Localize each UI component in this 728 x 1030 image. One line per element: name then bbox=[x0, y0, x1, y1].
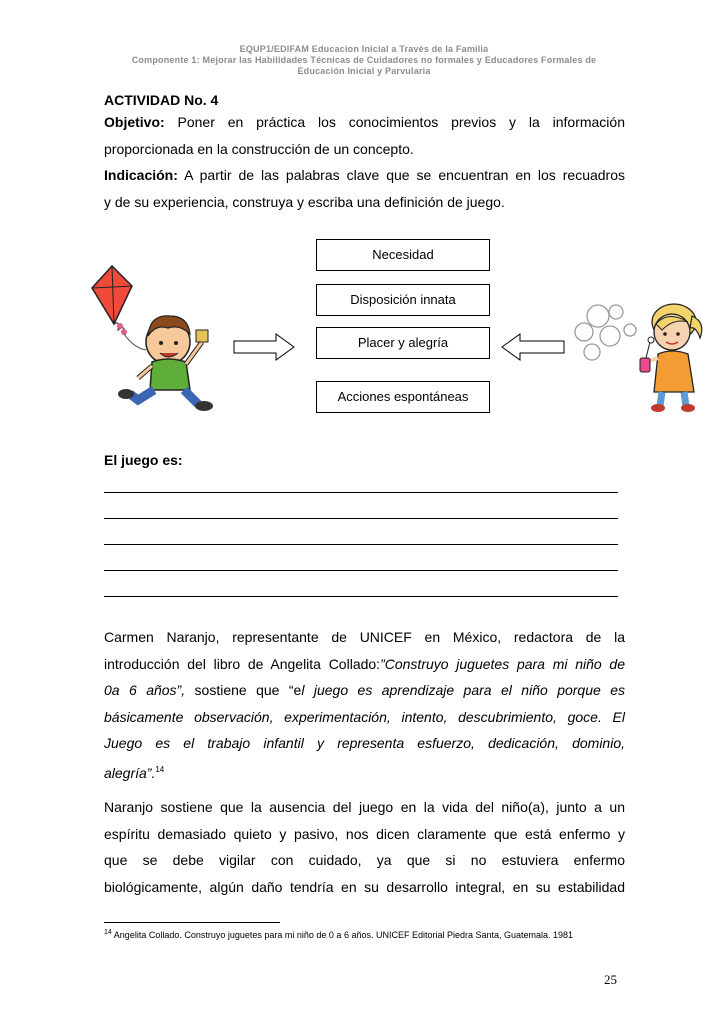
paragraph2-line4: biológicamente, algún daño tendría en su desarrollo integral, en su estabilidad bbox=[104, 878, 625, 895]
paragraph2-line2: espíritu demasiado quieto y pasivo, nos dicen claramente que está enfermo y bbox=[104, 825, 625, 842]
paragraph1-line1: Carmen Naranjo, representante de UNICEF en México, redactora de la bbox=[104, 629, 625, 645]
header-line-3: Educación Inicial y Parvularia bbox=[297, 66, 431, 76]
paragraph1-line3-b: sostiene que “e bbox=[185, 682, 302, 698]
footnote-divider bbox=[104, 922, 280, 923]
paragraph2-line3: que se debe vigilar con cuidado, ya que si no estuviera enfermo bbox=[104, 852, 625, 868]
objective-text-1: Poner en práctica los conocimientos previos y la información bbox=[177, 114, 625, 130]
footnote-number: 14 bbox=[104, 929, 112, 936]
paragraph1-line5: Juego es el trabajo infantil y representa esfuerzo, dedicación, dominio, bbox=[104, 735, 625, 751]
quote-start: l juego es aprendizaje para el niño porque es bbox=[301, 682, 625, 698]
paragraph-naranjo-quote bbox=[104, 624, 625, 786]
footnote bbox=[104, 929, 573, 940]
activity-title: ACTIVIDAD No. 4 bbox=[104, 92, 219, 108]
boy-with-kite-illustration bbox=[90, 258, 230, 413]
paragraph2-line1: Naranjo sostiene que la ausencia del juego en la vida del niño(a), junto a un bbox=[104, 799, 625, 815]
boy-icon bbox=[118, 316, 213, 411]
footnote-ref[interactable]: 14 bbox=[155, 764, 165, 774]
girl-icon bbox=[640, 304, 702, 412]
indication-text-1: A partir de las palabras clave que se encuentran en los recuadros bbox=[184, 167, 625, 183]
keyword-box-disposicion-innata: Disposición innata bbox=[316, 284, 490, 316]
header-line-1: EQUP1/EDIFAM Educacion Inicial a Través de la Familia bbox=[239, 44, 489, 54]
header-line-2: Componente 1: Mejorar las Habilidades Técnicas de Cuidadores no formales y Educadores Formales de bbox=[131, 55, 597, 65]
right-arrow-icon bbox=[232, 332, 296, 362]
indication-text-2: y de su experiencia, construya y escriba una definición de juego. bbox=[104, 193, 505, 210]
footnote-text: Angelita Collado. Construyo juguetes para mi niño de 0 a 6 años. UNICEF Editorial Piedra Santa, Guatemala. 1981 bbox=[111, 930, 574, 940]
answer-line-4[interactable] bbox=[104, 570, 618, 571]
keyword-box-placer-alegria: Placer y alegría bbox=[316, 327, 490, 359]
objective-label: Objetivo: bbox=[104, 114, 165, 130]
objective-text-2: proporcionada en la construcción de un concepto. bbox=[104, 140, 414, 157]
keyword-box-necesidad: Necesidad bbox=[316, 239, 490, 271]
answer-line-2[interactable] bbox=[104, 518, 618, 519]
book-title-end: 0a 6 años”, bbox=[104, 682, 186, 698]
answer-line-1[interactable] bbox=[104, 492, 618, 493]
answer-label: El juego es: bbox=[104, 452, 183, 468]
page-number: 25 bbox=[604, 972, 617, 987]
book-title: ”Construyo juguetes para mi niño de bbox=[380, 655, 625, 672]
paragraph-naranjo-health bbox=[104, 794, 625, 900]
objective-paragraph bbox=[104, 109, 625, 215]
indication-label: Indicación: bbox=[104, 167, 178, 183]
answer-line-5[interactable] bbox=[104, 596, 618, 597]
paragraph1-line4: básicamente observación, experimentación, intento, descubrimiento, goce. El bbox=[104, 708, 625, 725]
keyword-box-acciones-espontaneas: Acciones espontáneas bbox=[316, 381, 490, 413]
kite-icon bbox=[92, 266, 132, 335]
answer-line-3[interactable] bbox=[104, 544, 618, 545]
girl-with-bubbles-illustration bbox=[570, 292, 710, 414]
bubbles-icon bbox=[575, 305, 636, 360]
paragraph1-line6: alegría”. bbox=[104, 764, 156, 781]
left-arrow-icon bbox=[500, 332, 566, 362]
paragraph1-line2-a: introducción del libro de Angelita Collado: bbox=[104, 655, 381, 672]
